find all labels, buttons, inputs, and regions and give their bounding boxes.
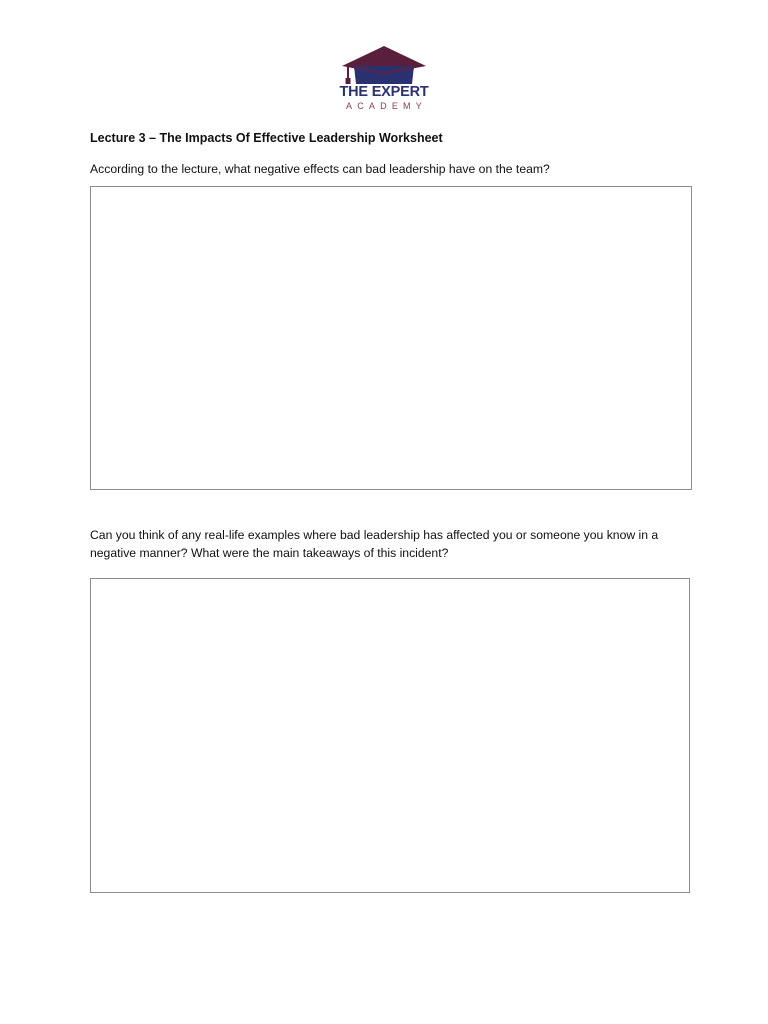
question-1: According to the lecture, what negative effects can bad leadership have on the team?: [90, 162, 550, 176]
academy-logo: [334, 44, 434, 114]
graduation-cap-icon: [338, 44, 430, 86]
answer-box-1[interactable]: [90, 186, 692, 490]
worksheet-heading: Lecture 3 – The Impacts Of Effective Leadership Worksheet: [90, 131, 443, 145]
logo-title: THE EXPERT: [339, 84, 429, 100]
logo-subtitle: ACADEMY: [346, 101, 427, 111]
question-2: Can you think of any real-life examples where bad leadership has affected you or someone you know in a negative manner? What were the main takeaways of this incident?: [90, 528, 659, 560]
answer-box-2[interactable]: [90, 578, 690, 893]
